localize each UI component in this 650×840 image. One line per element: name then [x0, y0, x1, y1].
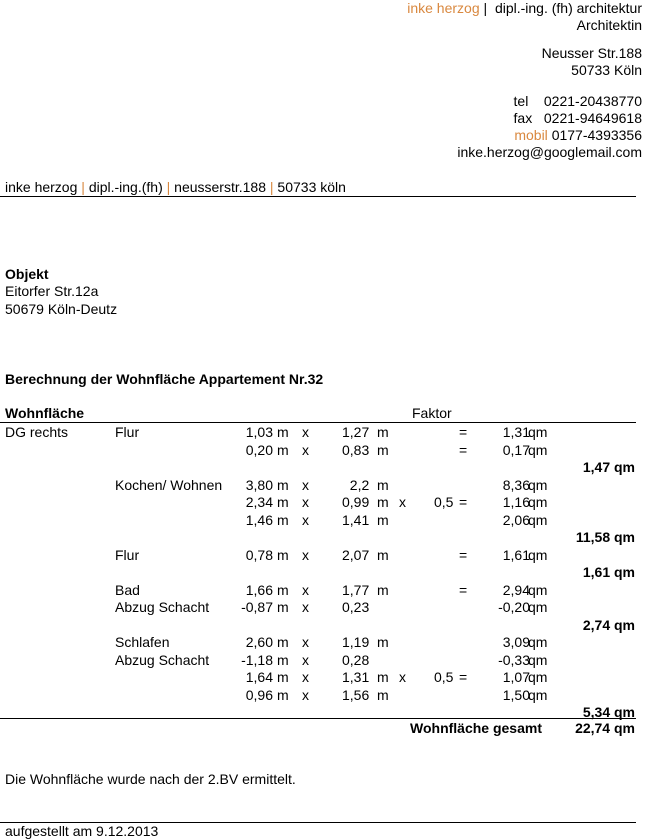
letterhead-city: 50733 Köln [571, 62, 642, 78]
dim1: 1,46 [245, 511, 273, 528]
table-factor-label: Faktor [412, 405, 452, 421]
table-row [0, 494, 650, 511]
dim1: 1,64 [245, 669, 273, 685]
table-row [0, 477, 650, 494]
dim1-unit: m [277, 476, 289, 493]
room: Flur [115, 546, 140, 563]
dim2: 0,99 m [342, 494, 389, 510]
subtotal: 11,58 qm [575, 529, 635, 545]
subtotal: 1,61 qm [582, 564, 635, 580]
times-sign: x [302, 686, 309, 703]
table-row [0, 547, 650, 564]
sender-separator: | [81, 179, 85, 195]
equals-sign: = [459, 581, 468, 598]
table-row [0, 529, 650, 546]
sender-street: neusserstr.188 [174, 179, 266, 195]
sender-divider [0, 196, 636, 197]
sender-city: 50733 köln [277, 179, 346, 195]
total-label: Wohnfläche gesamt [410, 720, 542, 736]
dim2: 0,28 [342, 651, 370, 668]
times-sign: x [302, 669, 309, 685]
equals-sign: = [459, 546, 468, 563]
factor: 0,5 [434, 669, 454, 685]
dim1-unit: m [277, 511, 289, 528]
result: 1,31 [502, 424, 530, 440]
mobil-label: mobil [514, 127, 548, 143]
sender-title: dipl.-ing.(fh) [88, 179, 163, 195]
result: 1,50 [502, 686, 530, 703]
objekt-street: Eitorfer Str.12a [5, 283, 99, 299]
dim2: 0,23 [342, 599, 370, 615]
times-sign: x [302, 511, 309, 528]
room: Abzug Schacht [115, 599, 210, 615]
result-unit: qm [528, 424, 548, 440]
times-sign: x [302, 599, 309, 615]
dim1-unit: m [277, 441, 289, 458]
dim1: 1,03 [245, 424, 273, 440]
dim1: 1,66 [245, 581, 273, 598]
letterhead-mobil [514, 127, 642, 144]
dim1: 0,20 [245, 441, 273, 458]
dim2: 1,31 m [342, 669, 389, 685]
table-row [0, 459, 650, 476]
dim1-unit: m [277, 494, 289, 510]
dim1: 2,34 [245, 494, 273, 510]
mobil-number: 0177-4393356 [551, 127, 642, 143]
dim1: -1,18 [241, 651, 273, 668]
letterhead-title: dipl.-ing. (fh) architektur [494, 0, 642, 16]
dim1: 2,60 [245, 634, 273, 650]
location: DG rechts [5, 424, 69, 440]
times-sign: x [399, 494, 406, 510]
sender-name: inke herzog [5, 179, 78, 195]
dim2: 1,56 m [342, 686, 389, 703]
result: -0,33 [498, 651, 530, 668]
result-unit: qm [528, 634, 548, 650]
tel-label: tel [513, 93, 529, 109]
total-value: 22,74 qm [575, 720, 635, 736]
letterhead-fax [514, 110, 642, 127]
result-unit: qm [528, 651, 548, 668]
result-unit: qm [528, 511, 548, 528]
times-sign: x [302, 651, 309, 668]
sender-separator: | [269, 179, 274, 195]
table-row [0, 424, 650, 441]
times-sign: x [302, 476, 309, 493]
letterhead-email[interactable]: inke.herzog@googlemail.com [457, 144, 642, 160]
table-row [0, 512, 650, 529]
times-sign: x [302, 634, 309, 650]
objekt-city: 50679 Köln-Deutz [5, 301, 118, 317]
letterhead-name: inke herzog [407, 0, 480, 16]
result: 1,16 [502, 494, 530, 510]
table-row [0, 442, 650, 459]
objekt-heading: Objekt [5, 266, 49, 282]
result: 3,09 [502, 634, 530, 650]
times-sign: x [302, 581, 309, 598]
dim1-unit: m [277, 686, 289, 703]
times-sign: x [399, 669, 406, 685]
dim1-unit: m [277, 634, 289, 650]
letterhead-title-line [407, 0, 642, 17]
table-row [0, 617, 650, 634]
result-unit: qm [528, 599, 548, 615]
subtotal: 2,74 qm [582, 616, 635, 633]
result: -0,20 [498, 599, 530, 615]
dim2: 2,2 m [342, 476, 389, 493]
document-title: Berechnung der Wohnfläche Appartement Nr.32 [5, 371, 324, 387]
dim2: 1,19 m [342, 634, 389, 650]
footer-date: aufgestellt am 9.12.2013 [5, 823, 159, 839]
table-row [0, 564, 650, 581]
equals-sign: = [459, 424, 468, 440]
dim1-unit: m [277, 599, 289, 615]
times-sign: x [302, 441, 309, 458]
result-unit: qm [528, 441, 548, 458]
table-total-divider [0, 718, 636, 719]
dim1: 3,80 [245, 476, 273, 493]
table-row [0, 669, 650, 686]
letterhead-tel [514, 93, 642, 110]
result: 2,06 [502, 511, 530, 528]
letterhead-separator: | [483, 0, 488, 16]
result: 0,17 [502, 441, 530, 458]
table-row [0, 599, 650, 616]
dim2: 0,83 m [342, 441, 389, 458]
dim1-unit: m [277, 651, 289, 668]
sender-separator: | [166, 179, 171, 195]
times-sign: x [302, 424, 309, 440]
note-text: Die Wohnfläche wurde nach der 2.BV ermittelt. [5, 771, 296, 787]
table-header-label: Wohnfläche [5, 405, 85, 421]
result: 1,61 [502, 546, 530, 563]
equals-sign: = [459, 669, 468, 685]
result-unit: qm [528, 669, 548, 685]
subtotal: 5,34 qm [582, 704, 635, 720]
sender-line [5, 179, 346, 196]
fax-label: fax [513, 110, 533, 126]
tel-number: 0221-20438770 [543, 93, 642, 109]
result-unit: qm [528, 494, 548, 510]
times-sign: x [302, 494, 309, 510]
table-row [0, 687, 650, 704]
letterhead-role: Architektin [576, 17, 642, 33]
result-unit: qm [528, 546, 548, 563]
result-unit: qm [528, 581, 548, 598]
dim1: 0,78 [245, 546, 273, 563]
table-row [0, 582, 650, 599]
dim1-unit: m [277, 669, 289, 685]
result: 1,07 [502, 669, 530, 685]
dim1: -0,87 [241, 599, 273, 615]
equals-sign: = [459, 441, 468, 458]
fax-number: 0221-94649618 [543, 110, 642, 126]
table-row [0, 634, 650, 651]
table-header-divider [0, 422, 636, 423]
dim1-unit: m [277, 424, 289, 440]
dim2: 1,77 m [342, 581, 389, 598]
room: Flur [115, 424, 140, 440]
dim1-unit: m [277, 581, 289, 598]
dim2: 1,41 m [342, 511, 389, 528]
factor: 0,5 [434, 494, 454, 510]
dim2: 1,27 m [342, 424, 389, 440]
room: Kochen/ Wohnen [115, 476, 223, 493]
subtotal: 1,47 qm [582, 459, 635, 475]
times-sign: x [302, 546, 309, 563]
result-unit: qm [528, 476, 548, 493]
room: Bad [115, 581, 140, 598]
equals-sign: = [459, 494, 468, 510]
result: 8,36 [502, 476, 530, 493]
room: Schlafen [115, 634, 170, 650]
result: 2,94 [502, 581, 530, 598]
dim2: 2,07 m [342, 546, 389, 563]
dim1-unit: m [277, 546, 289, 563]
letterhead-street: Neusser Str.188 [541, 45, 642, 61]
dim1: 0,96 [245, 686, 273, 703]
table-row [0, 652, 650, 669]
result-unit: qm [528, 686, 548, 703]
room: Abzug Schacht [115, 651, 210, 668]
